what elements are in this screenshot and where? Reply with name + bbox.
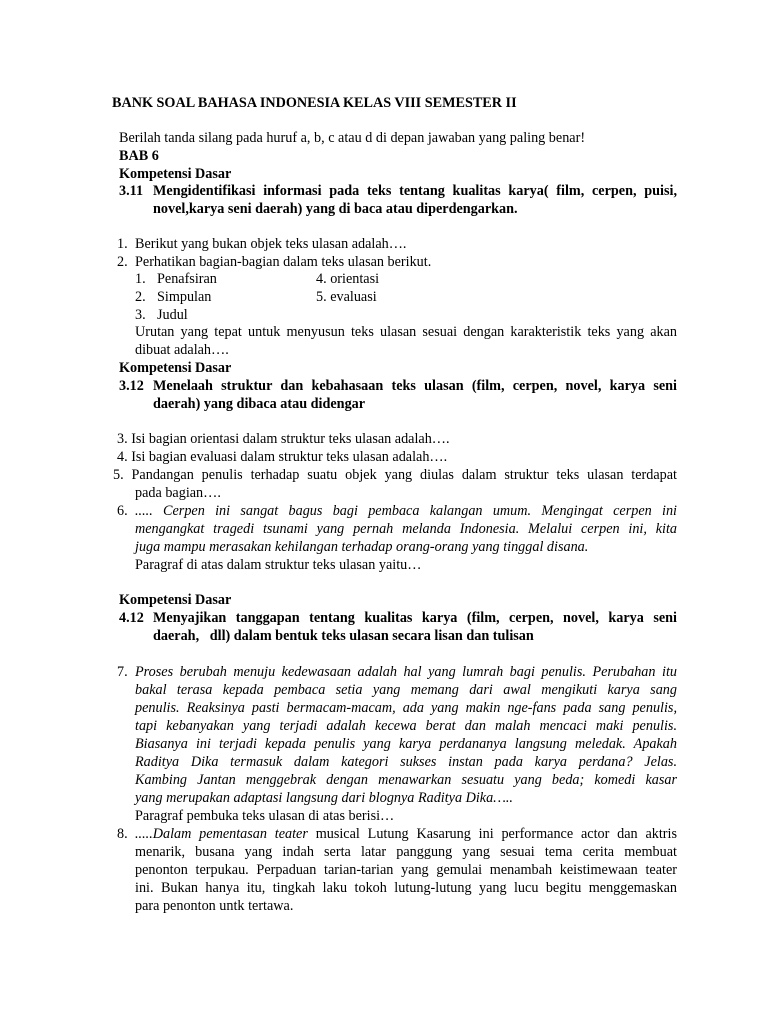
chapter-heading: BAB 6	[119, 148, 159, 164]
q6-line1: ..... Cerpen ini sangat bagus bagi pembaca kalangan umum. Mengingat cerpen ini	[135, 503, 677, 519]
q2-item-num-1: 1.	[135, 271, 146, 287]
q2-item-num-2: 2.	[135, 289, 146, 305]
kd1-number: 3.11	[119, 183, 144, 199]
q8-number: 8.	[117, 826, 128, 842]
q6-line2: mengangkat tragedi tsunami yang pernah melanda Indonesia. Melalui cerpen ini, kita	[135, 521, 677, 537]
q2-item-num-3: 3.	[135, 307, 146, 323]
q7-question: Paragraf pembuka teks ulasan di atas berisi…	[135, 808, 395, 824]
q7-line6: Raditya Dika termasuk dalam kategori sukses instan pada karya perdana? Jelas.	[135, 754, 677, 770]
q7-line8: yang merupakan adaptasi langsung dari blognya Raditya Dika…..	[135, 790, 513, 806]
kd3-line2: daerah, dll) dalam bentuk teks ulasan secara lisan dan tulisan	[153, 628, 534, 644]
q2-item-label-5: evaluasi	[330, 289, 377, 305]
q2-item-label-2: Simpulan	[157, 289, 212, 305]
kd2-line2: daerah) yang dibaca atau didengar	[153, 396, 366, 412]
q2-question-line2: dibuat adalah….	[135, 342, 229, 358]
kd3-number: 4.12	[119, 610, 144, 626]
q8-line2: menarik, busana yang indah serta latar panggung yang sesuai tema cerita membuat	[135, 844, 677, 860]
q6-number: 6.	[117, 503, 128, 519]
kd-label-2: Kompetensi Dasar	[119, 360, 232, 376]
q5-line2: pada bagian….	[135, 485, 221, 501]
q1-number: 1.	[117, 236, 128, 252]
q8-line3: penonton terpukau. Perpaduan tarian-tarian yang gemulai menambah keistimewaan teater	[135, 862, 677, 878]
q2-item-5	[316, 289, 377, 306]
q2-question-line1: Urutan yang tepat untuk menyusun teks ulasan sesuai dengan karakteristik teks yang akan	[135, 324, 677, 340]
q2-item-num-5: 5.	[316, 289, 327, 305]
kd1-line1: Mengidentifikasi informasi pada teks tentang kualitas karya( film, cerpen, puisi,	[153, 183, 677, 199]
q2-item-label-3: Judul	[157, 307, 188, 323]
q8-line1-italic: .....Dalam pementasan teater	[135, 826, 308, 842]
q2-item-label-1: Penafsiran	[157, 271, 217, 287]
instruction: Berilah tanda silang pada huruf a, b, c atau d di depan jawaban yang paling benar!	[119, 130, 586, 146]
q8-line4: ini. Bukan hanya itu, tingkah laku tokoh lutung-lutung yang lucu begitu menggemaskan	[135, 880, 677, 896]
q5-line1: 5. Pandangan penulis terhadap suatu objek yang diulas dalam struktur teks ulasan terdapat	[113, 467, 677, 483]
q4-text: 4. Isi bagian evaluasi dalam struktur teks ulasan adalah….	[117, 449, 448, 465]
kd-label-1: Kompetensi Dasar	[119, 166, 232, 182]
q7-line7: Kambing Jantan menggebrak dengan menawarkan sesuatu yang beda; komedi kasar	[135, 772, 677, 788]
document-title: BANK SOAL BAHASA INDONESIA KELAS VIII SEMESTER II	[112, 95, 517, 111]
kd1-line2: novel,karya seni daerah) yang di baca atau diperdengarkan.	[153, 201, 518, 217]
kd2-number: 3.12	[119, 378, 144, 394]
q2-item-4	[316, 271, 379, 288]
q2-text: Perhatikan bagian-bagian dalam teks ulasan berikut.	[135, 254, 432, 270]
q2-number: 2.	[117, 254, 128, 270]
q8-line5: para penonton untk tertawa.	[135, 898, 294, 914]
q7-line5: Biasanya ini terjadi kepada penulis yang karya perdananya langsung meledak. Apakah	[135, 736, 677, 752]
q7-line1: Proses berubah menuju kedewasaan adalah hal yang lumrah bagi penulis. Perubahan itu	[135, 664, 677, 680]
q7-line4: tapi kebanyakan yang terjadi adalah kecewa berat dan malah mencaci maki penulis.	[135, 718, 677, 734]
q6-line3: juga mampu merasakan kehilangan terhadap orang-orang yang tinggal disana.	[135, 539, 589, 555]
q7-line2: bakal terasa kepada pembaca setia yang memang dari awal mengikuti karya sang	[135, 682, 677, 698]
q2-item-num-4: 4.	[316, 271, 327, 287]
kd2-line1: Menelaah struktur dan kebahasaan teks ulasan (film, cerpen, novel, karya seni	[153, 378, 677, 394]
q7-number: 7.	[117, 664, 128, 680]
q2-item-label-4: orientasi	[330, 271, 380, 287]
q8-line1-rest: musical Lutung Kasarung ini performance actor dan aktris	[307, 826, 677, 842]
kd-label-3: Kompetensi Dasar	[119, 592, 232, 608]
q1-text: Berikut yang bukan objek teks ulasan adalah….	[135, 236, 407, 252]
q8-line1	[135, 826, 677, 843]
q6-question: Paragraf di atas dalam struktur teks ulasan yaitu…	[135, 557, 422, 573]
kd3-line1: Menyajikan tanggapan tentang kualitas karya (film, cerpen, novel, karya seni	[153, 610, 677, 626]
q7-line3: penulis. Reaksinya pasti bermacam-macam, ada yang makin nge-fans pada sang penulis,	[135, 700, 677, 716]
q3-text: 3. Isi bagian orientasi dalam struktur teks ulasan adalah….	[117, 431, 450, 447]
